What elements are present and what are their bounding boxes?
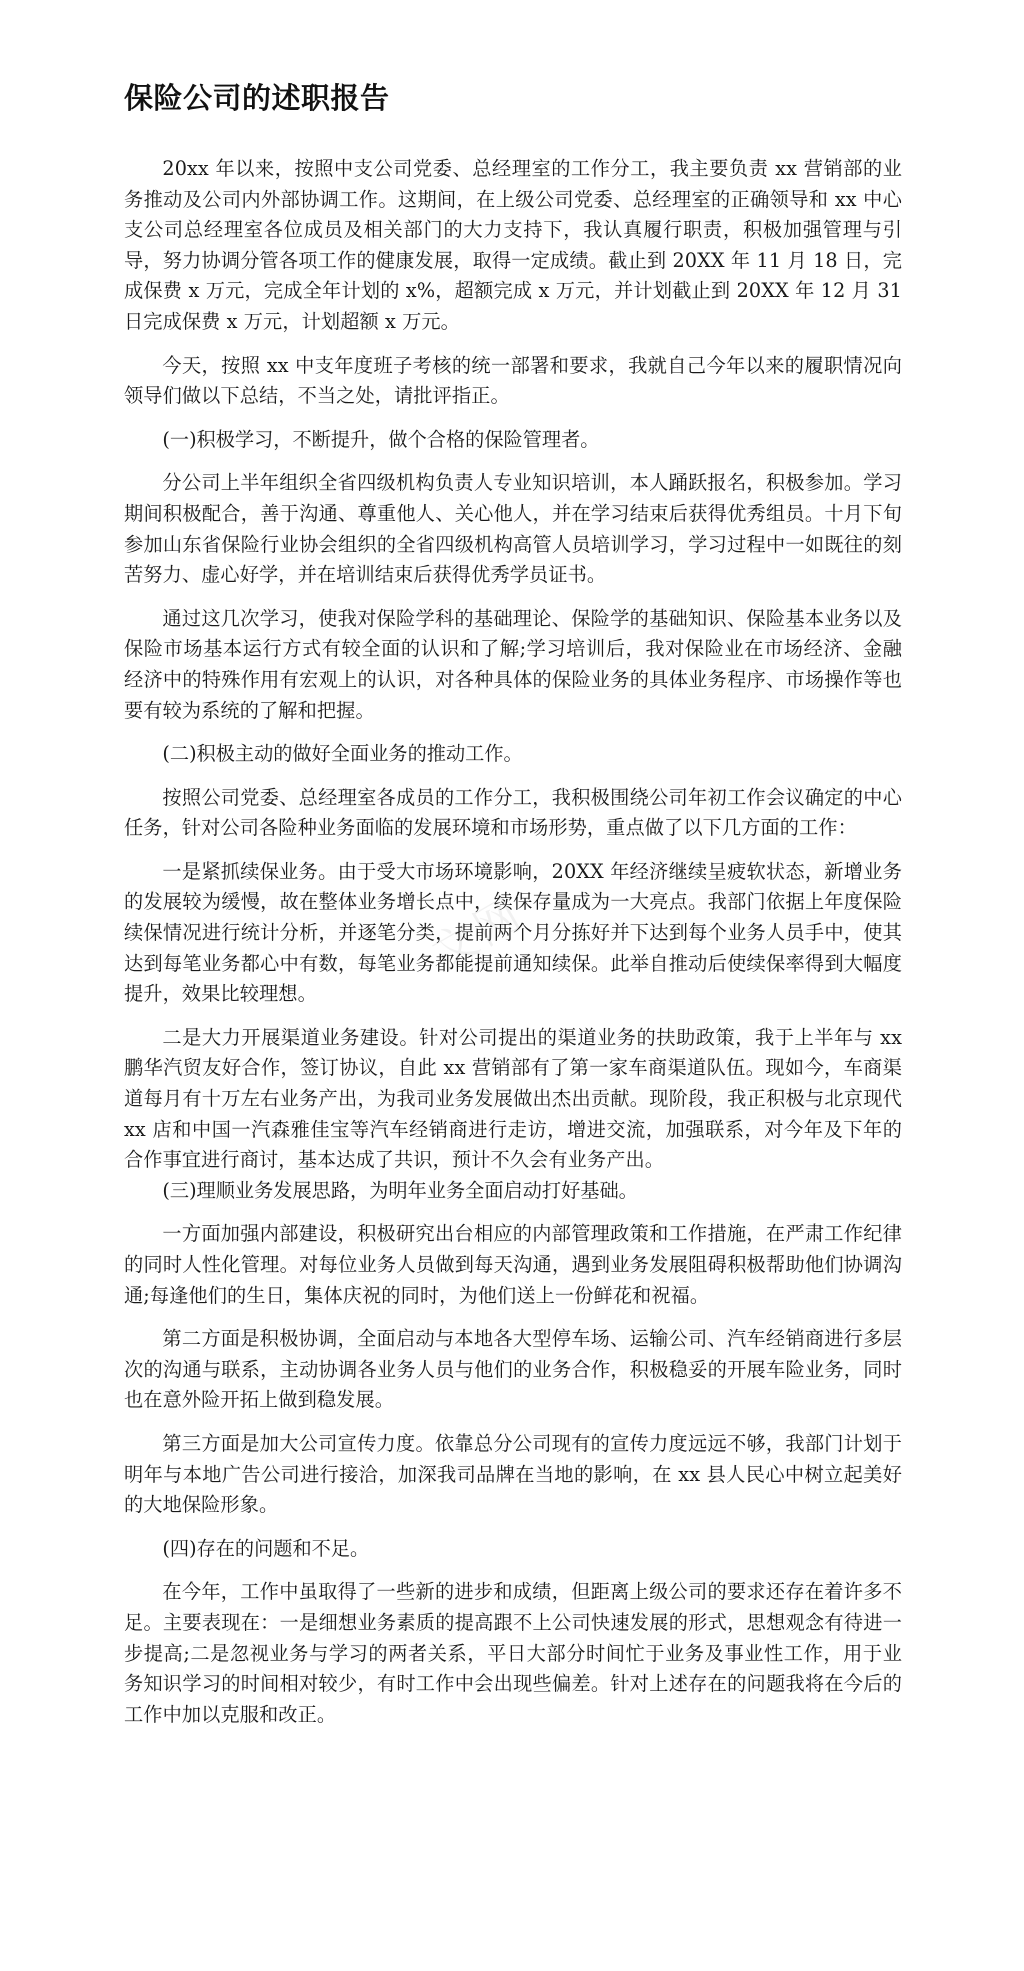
paragraph-publicity: 第三方面是加大公司宣传力度。依靠总分公司现有的宣传力度远远不够，我部门计划于明年与本地广告公司进行接洽，加深我司品牌在当地的影响，在 xx 县人民心中树立起美好的大地保险形象。 xyxy=(124,1431,902,1517)
paragraph-learning-outcome: 通过这几次学习，使我对保险学科的基础理论、保险学的基础知识、保险基本业务以及保险市场基本运行方式有较全面的认识和了解;学习培训后，我对保险业在市场经济、金融经济中的特殊作用有宏观上的认识，对各种具体的保险业务的具体业务程序、市场操作等也要有较为系统的了解和把握。 xyxy=(124,606,902,722)
section-heading-4: (四)存在的问题和不足。 xyxy=(162,1536,370,1560)
section-heading-1: (一)积极学习，不断提升，做个合格的保险管理者。 xyxy=(162,427,600,451)
paragraph-training: 分公司上半年组织全省四级机构负责人专业知识培训，本人踊跃报名，积极参加。学习期间积极配合，善于沟通、尊重他人、关心他人，并在学习结束后获得优秀组员。十月下旬参加山东省保险行业协会组织的全省四级机构高管人员培训学习，学习过程中一如既往的刻苦努力、虚心好学，并在培训结束后获得优秀学员证书。 xyxy=(124,471,902,587)
paragraph-channel-business: 二是大力开展渠道业务建设。针对公司提出的渠道业务的扶助政策，我于上半年与 xx 鹏华汽贸友好合作，签订协议，自此 xx 营销部有了第一家车商渠道队伍。现如今，车商渠道每月有十万左右业务产出，为我司业务发展做出杰出贡献。现阶段，我正积极与北京现代 xx 店和中国一汽森雅佳宝等汽车经销商进行走访，增进交流，加强联系，对今年及下年的合作事宜进行商讨，基本达成了共识，预计不久会有业务产出。 xyxy=(124,1025,902,1172)
watermark-text: 文网 xyxy=(423,887,533,980)
paragraph-coordination: 第二方面是积极协调，全面启动与本地各大型停车场、运输公司、汽车经销商进行多层次的沟通与联系，主动协调各业务人员与他们的业务合作，积极稳妥的开展车险业务，同时也在意外险开拓上做到稳发展。 xyxy=(124,1327,902,1412)
paragraph-renewal-business: 一是紧抓续保业务。由于受大市场环境影响，20XX 年经济继续呈疲软状态，新增业务的发展较为缓慢，故在整体业务增长点中，续保存量成为一大亮点。我部门依据上年度保险续保情况进行统计分析，并逐笔分类，提前两个月分拣好并下达到每个业务人员手中，使其达到每笔业务都心中有数，每笔业务都能提前通知续保。此举自推动后使续保率得到大幅度提升，效果比较理想。 xyxy=(124,859,902,1006)
section-heading-2: (二)积极主动的做好全面业务的推动工作。 xyxy=(162,742,523,766)
paragraph-internal-building: 一方面加强内部建设，积极研究出台相应的内部管理政策和工作措施，在严肃工作纪律的同时人性化管理。对每位业务人员做到每天沟通，遇到业务发展阻碍积极帮助他们协调沟通;每逢他们的生日，集体庆祝的同时，为他们送上一份鲜花和祝福。 xyxy=(124,1222,902,1307)
paragraph-problems: 在今年，工作中虽取得了一些新的进步和成绩，但距离上级公司的要求还存在着许多不足。主要表现在：一是细想业务素质的提高跟不上公司快速发展的形式，思想观念有待进一步提高;二是忽视业务与学习的两者关系，平日大部分时间忙于业务及事业性工作，用于业务知识学习的时间相对较少，有时工作中会出现些偏差。针对上述存在的问题我将在今后的工作中加以克服和改正。 xyxy=(124,1580,902,1726)
paragraph-summary-intro: 今天，按照 xx 中支年度班子考核的统一部署和要求，我就自己今年以来的履职情况向领导们做以下总结，不当之处，请批评指正。 xyxy=(124,353,902,408)
document-title: 保险公司的述职报告 xyxy=(124,81,390,115)
section-heading-3: (三)理顺业务发展思路，为明年业务全面启动打好基础。 xyxy=(162,1178,638,1202)
paragraph-work-plan: 按照公司党委、总经理室各成员的工作分工，我积极围绕公司年初工作会议确定的中心任务，针对公司各险种业务面临的发展环境和市场形势，重点做了以下几方面的工作： xyxy=(124,785,902,840)
paragraph-intro: 20xx 年以来，按照中支公司党委、总经理室的工作分工，我主要负责 xx 营销部的业务推动及公司内外部协调工作。这期间，在上级公司党委、总经理室的正确领导和 xx 中心支公司总经理室各位成员及相关部门的大力支持下，我认真履行职责，积极加强管理与引导，努力协调分管各项工作的健康发展，取得一定成绩。截止到 20XX 年 11 月 18 日，完成保费 x 万元，完成全年计划的 x%，超额完成 x 万元，并计划截止到 20XX 年 12 月 31 日完成保费 x 万元，计划超额 x 万元。 xyxy=(124,157,902,333)
